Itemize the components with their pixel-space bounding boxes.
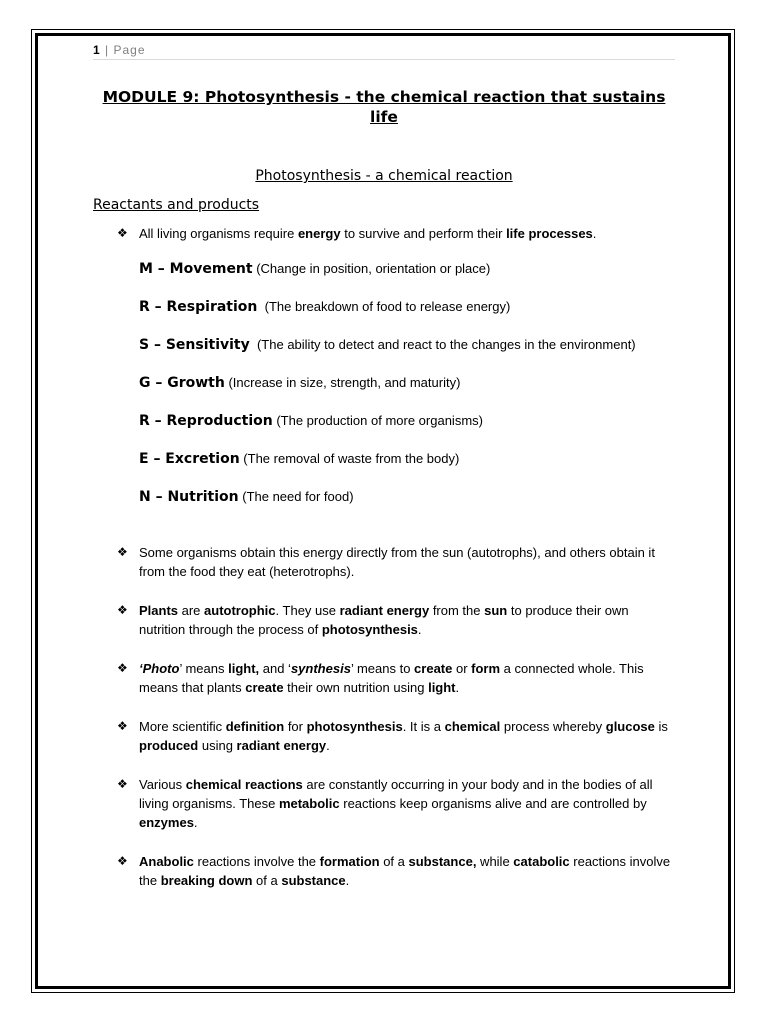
process-description: (The need for food) (238, 489, 354, 504)
text: while (476, 854, 514, 869)
list-item (139, 297, 675, 317)
mrs-gren-list (93, 259, 675, 507)
text: . It is a (402, 719, 445, 734)
text: of a (252, 873, 282, 888)
text: ’ means to (350, 661, 415, 676)
bold-text: radiant energy (339, 603, 430, 618)
text: All living organisms require (139, 226, 298, 241)
bold-text: photosynthesis (306, 719, 403, 734)
bold-text: create (414, 661, 453, 676)
bold-text: energy (297, 226, 341, 241)
header-separator: | (100, 43, 114, 57)
text: . (326, 738, 330, 753)
text: of a (379, 854, 409, 869)
process-name: E – Excretion (139, 451, 240, 467)
bold-text: photosynthesis (321, 622, 418, 637)
text: using (198, 738, 237, 753)
bullet-photo-meaning (93, 659, 675, 697)
bold-text: Anabolic (139, 854, 194, 869)
bullet-autotrophs (93, 543, 675, 581)
bullet-icon: ❖ (117, 545, 128, 559)
process-description: (The production of more organisms) (272, 413, 483, 428)
process-name: N – Nutrition (139, 489, 239, 505)
bullet-definition (93, 717, 675, 755)
bullet-icon: ❖ (117, 226, 128, 240)
bold-text: chemical reactions (185, 777, 303, 792)
bold-text: chemical (444, 719, 501, 734)
list-item (139, 373, 675, 393)
text: for (284, 719, 307, 734)
module-title: MODULE 9: Photosynthesis - the chemical reaction that sustains life (102, 88, 666, 126)
process-name: S – Sensitivity (139, 337, 250, 353)
page-number: 1 (93, 43, 101, 57)
bullet-life-processes (93, 224, 675, 243)
bold-text: autotrophic (204, 603, 276, 618)
subsection-heading: Reactants and products (93, 197, 260, 213)
text: Some organisms obtain this energy directly from the sun (autotrophs), and others obtain it from the food they eat (heterotrophs). (139, 545, 655, 579)
bold-text: Plants (139, 603, 179, 618)
document-page (93, 40, 675, 890)
page-header (93, 40, 675, 60)
bullet-anabolic-catabolic (93, 852, 675, 890)
bullet-icon: ❖ (117, 719, 128, 733)
process-description: (Increase in size, strength, and maturity) (224, 375, 461, 390)
bold-text: glucose (605, 719, 655, 734)
bold-text: sun (484, 603, 508, 618)
text: or (452, 661, 472, 676)
text: . (455, 680, 460, 695)
text: process whereby (500, 719, 606, 734)
process-name: R – Reproduction (139, 413, 273, 429)
bold-text: catabolic (513, 854, 570, 869)
bold-italic-text: synthesis (290, 661, 351, 676)
bold-text: radiant energy (236, 738, 327, 753)
list-item (139, 335, 675, 355)
bullet-icon: ❖ (117, 777, 128, 791)
text: and ‘ (259, 661, 291, 676)
text: . (345, 873, 350, 888)
text: to survive and perform their (340, 226, 507, 241)
text: Various (139, 777, 186, 792)
bullet-icon: ❖ (117, 603, 128, 617)
bold-text: formation (319, 854, 380, 869)
list-item (139, 487, 675, 507)
text: their own nutrition using (283, 680, 429, 695)
bullet-icon: ❖ (117, 854, 128, 868)
bold-text: light, (228, 661, 260, 676)
bold-text: definition (225, 719, 285, 734)
bold-text: light (428, 680, 456, 695)
text: from the (429, 603, 485, 618)
text: ’ means (179, 661, 229, 676)
text: are constantly occurring in your body and in the bodies of all living organisms. These (139, 777, 653, 811)
text: reactions keep organisms alive and are controlled by (339, 796, 647, 811)
bold-text: create (245, 680, 284, 695)
bullet-icon: ❖ (117, 661, 128, 675)
bold-text: produced (139, 738, 199, 753)
bold-text: form (471, 661, 501, 676)
text: . (417, 622, 422, 637)
list-item (139, 259, 675, 279)
bold-text: breaking down (160, 873, 253, 888)
bold-text: enzymes (139, 815, 194, 830)
process-description: (Change in position, orientation or place) (252, 261, 491, 276)
text: is (654, 719, 668, 734)
text: are (178, 603, 205, 618)
text: . (592, 226, 597, 241)
process-name: R – Respiration (139, 299, 258, 315)
text: reactions involve the (193, 854, 320, 869)
process-description: (The removal of waste from the body) (239, 451, 460, 466)
process-name: M – Movement (139, 261, 253, 277)
page-label: Page (113, 43, 146, 57)
process-description: (The ability to detect and react to the changes in the environment) (249, 337, 636, 352)
list-item (139, 411, 675, 431)
text: . They use (275, 603, 340, 618)
section-title: Photosynthesis - a chemical reaction (255, 168, 513, 184)
bold-text: metabolic (278, 796, 340, 811)
text: to produce their own nutrition through the process of (139, 603, 629, 637)
text: a connected whole. This means that plants (139, 661, 644, 695)
bold-text: life processes (506, 226, 593, 241)
bullet-chemical-reactions (93, 775, 675, 832)
process-description: (The breakdown of food to release energy) (257, 299, 511, 314)
text: . (193, 815, 198, 830)
bold-italic-text: ‘Photo (139, 661, 180, 676)
text: reactions involve the (139, 854, 671, 888)
bold-text: substance (281, 873, 346, 888)
process-name: G – Growth (139, 375, 225, 391)
bullet-plants (93, 601, 675, 639)
text: More scientific (139, 719, 226, 734)
bold-text: substance, (408, 854, 477, 869)
list-item (139, 449, 675, 469)
